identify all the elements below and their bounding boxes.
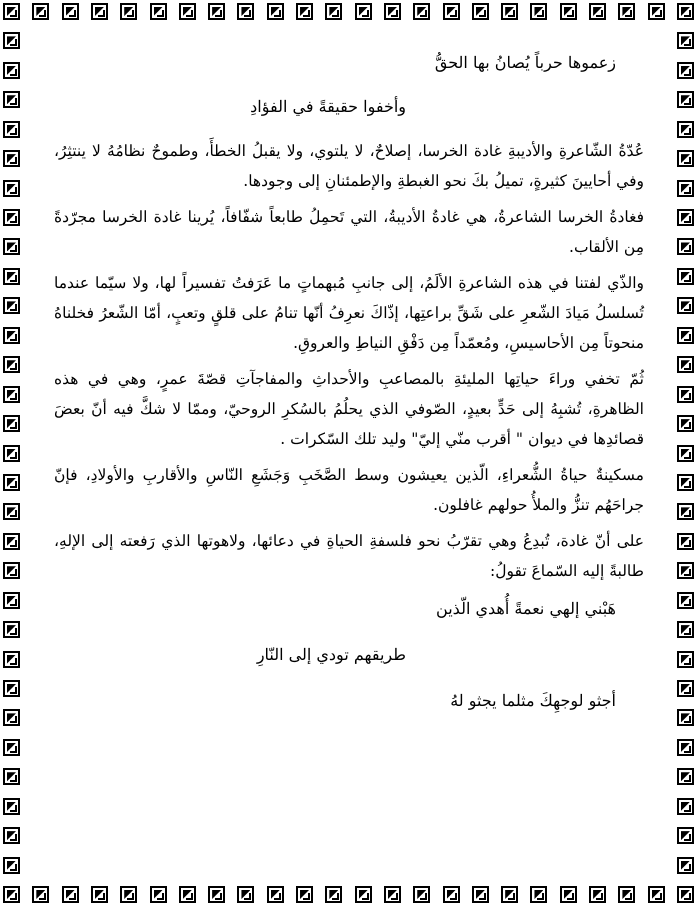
border-tile bbox=[677, 180, 694, 197]
border-tile bbox=[677, 827, 694, 844]
border-tile bbox=[3, 503, 20, 520]
border-tile bbox=[3, 327, 20, 344]
border-tile bbox=[355, 3, 372, 20]
border-tile bbox=[237, 886, 254, 903]
border-tile bbox=[677, 150, 694, 167]
border-tile bbox=[677, 91, 694, 108]
border-tile bbox=[618, 886, 635, 903]
paragraph: عُدّةُ الشّاعرةِ والأديبةِ غادة الخرسا، إصلاحٌ، لا يلتوي، ولا يقبلُ الخطأَ، وطموحٌ نظامُهُ لا ينتثِرُ، وفي أحايينَ كثيرةٍ، تميلُ بكَ نحو الغبطةِ والإطمئنانِ إلى وجودها. bbox=[54, 142, 644, 190]
border-tile bbox=[677, 386, 694, 403]
border-tile bbox=[677, 238, 694, 255]
border-tile bbox=[677, 3, 694, 20]
border-tile bbox=[62, 886, 79, 903]
border-tile bbox=[3, 32, 20, 49]
border-tile bbox=[3, 709, 20, 726]
poem-line: هَبْني إلهي نعمةً أُهدي الّذين bbox=[436, 599, 616, 618]
border-tile bbox=[677, 651, 694, 668]
border-tile bbox=[677, 562, 694, 579]
border-tile bbox=[648, 3, 665, 20]
border-tile bbox=[677, 680, 694, 697]
border-tile bbox=[120, 3, 137, 20]
border-tile bbox=[3, 356, 20, 373]
border-tile bbox=[677, 297, 694, 314]
border-tile bbox=[530, 3, 547, 20]
border-tile bbox=[267, 3, 284, 20]
border-tile bbox=[120, 886, 137, 903]
paragraph: ثُمّ تخفي وراءَ حياتِها المليئةِ بالمصاعبِ والأحداثِ والمفاجآتِ قصّةَ عمرٍ، وهي في هذه الظاهرةِ، تُشبِهُ إلى حَدٍّ بعيدٍ، الصّوفي الذي يحلُمُ بالسُكرِ الروحيّ، وممّا لا شكَّ فيه أنّ بعضَ قصائدِها في ديوان " أقرب منّي إليّ" وليد تلك السّكرات . bbox=[54, 370, 644, 448]
border-tile bbox=[3, 445, 20, 462]
border-tile bbox=[3, 533, 20, 550]
border-tile bbox=[150, 3, 167, 20]
border-tile bbox=[3, 562, 20, 579]
border-tile bbox=[677, 474, 694, 491]
border-tile bbox=[560, 886, 577, 903]
border-tile bbox=[677, 857, 694, 874]
poem-line: زعموها حرباً يُصانُ بها الحقُّ bbox=[434, 53, 616, 72]
border-tile bbox=[3, 857, 20, 874]
border-tile bbox=[648, 886, 665, 903]
border-tile bbox=[3, 91, 20, 108]
border-tile bbox=[677, 327, 694, 344]
border-tile bbox=[32, 3, 49, 20]
border-tile bbox=[208, 886, 225, 903]
border-tile bbox=[677, 356, 694, 373]
border-tile bbox=[3, 268, 20, 285]
border-tile bbox=[677, 533, 694, 550]
border-tile bbox=[384, 886, 401, 903]
border-tile bbox=[3, 297, 20, 314]
border-tile bbox=[589, 886, 606, 903]
paragraph: على أنّ غادة، تُبدِعُ وهي تقرّبُ نحو فلسفةِ الحياةِ في دعائها، ولاهوتها الذي رَفعته إلى الإلهِ، طالبةً إليه السّماعَ تقولُ: bbox=[54, 532, 644, 580]
border-tile bbox=[3, 739, 20, 756]
border-tile bbox=[413, 3, 430, 20]
border-tile bbox=[267, 886, 284, 903]
border-tile bbox=[560, 3, 577, 20]
border-tile bbox=[677, 209, 694, 226]
border-tile bbox=[3, 150, 20, 167]
border-tile bbox=[3, 209, 20, 226]
border-tile bbox=[325, 886, 342, 903]
document-body bbox=[54, 48, 644, 716]
border-tile bbox=[677, 62, 694, 79]
border-tile bbox=[3, 680, 20, 697]
paragraph: مسكينةٌ حياةُ الشُّعراءِ، الّذين يعيشون وسط الصَّخَبِ وَجَشَعِ النّاسِ والأقاربِ والأولادِ، فإنّ جراحَهُم تنزُّ والملأُ حولهم غافلون. bbox=[54, 466, 644, 514]
border-tile bbox=[677, 32, 694, 49]
border-tile bbox=[677, 886, 694, 903]
border-tile bbox=[3, 3, 20, 20]
border-tile bbox=[677, 121, 694, 138]
border-tile bbox=[677, 768, 694, 785]
border-tile bbox=[91, 3, 108, 20]
border-tile bbox=[3, 621, 20, 638]
paragraph: والذّي لفتنا في هذه الشاعرةِ الألَمُ، إلى جانبِ مُبهماتٍ ما عَرَفتُ تفسيراً لها، ولا سيّما عندما تُسلسلُ مَيادَ الشّعرِ على شَقِّ براعتِها، إذّاكَ نعرِفُ أنّها تنامُ على قلقٍ وتعبٍ، أمّا الشّعرُ فخلناهُ منحوتاً مِن الأحاسيسِ، ومُعمّداً مِن دَفْقِ النياطِ والعروقِ. bbox=[54, 274, 644, 352]
border-tile bbox=[296, 3, 313, 20]
border-tile bbox=[677, 445, 694, 462]
border-tile bbox=[472, 886, 489, 903]
border-tile bbox=[3, 415, 20, 432]
border-tile bbox=[150, 886, 167, 903]
border-tile bbox=[3, 180, 20, 197]
border-tile bbox=[677, 415, 694, 432]
border-tile bbox=[208, 3, 225, 20]
border-tile bbox=[501, 886, 518, 903]
border-tile bbox=[589, 3, 606, 20]
border-tile bbox=[3, 827, 20, 844]
border-tile bbox=[355, 886, 372, 903]
poem-line: وأخفوا حقيقةً في الفؤادِ bbox=[250, 97, 406, 116]
border-tile bbox=[325, 3, 342, 20]
border-tile bbox=[677, 621, 694, 638]
border-tile bbox=[237, 3, 254, 20]
border-tile bbox=[501, 3, 518, 20]
poem-line: طريقهم تودي إلى النّارِ bbox=[256, 645, 406, 664]
border-tile bbox=[472, 3, 489, 20]
border-tile bbox=[3, 886, 20, 903]
border-tile bbox=[3, 798, 20, 815]
border-tile bbox=[179, 3, 196, 20]
border-tile bbox=[677, 709, 694, 726]
border-tile bbox=[3, 62, 20, 79]
border-tile bbox=[677, 798, 694, 815]
poem-line: أجثو لوجهِكَ مثلما يجثو لهُ bbox=[450, 691, 616, 710]
border-tile bbox=[530, 886, 547, 903]
border-tile bbox=[296, 886, 313, 903]
border-tile bbox=[677, 268, 694, 285]
border-tile bbox=[3, 474, 20, 491]
border-tile bbox=[3, 651, 20, 668]
border-tile bbox=[677, 739, 694, 756]
border-tile bbox=[3, 592, 20, 609]
paragraph: فغادةُ الخرسا الشاعرةُ، هي غادةُ الأديبةُ، التي تَحمِلُ طابعاً شفّافاً، يُرينا غادة الخرسا مجرّدةً مِن الألقاب. bbox=[54, 208, 644, 256]
border-tile bbox=[443, 3, 460, 20]
border-tile bbox=[3, 238, 20, 255]
border-tile bbox=[91, 886, 108, 903]
border-tile bbox=[677, 592, 694, 609]
border-tile bbox=[443, 886, 460, 903]
border-tile bbox=[413, 886, 430, 903]
border-tile bbox=[3, 386, 20, 403]
border-tile bbox=[62, 3, 79, 20]
border-tile bbox=[677, 503, 694, 520]
border-tile bbox=[3, 121, 20, 138]
border-tile bbox=[32, 886, 49, 903]
border-tile bbox=[179, 886, 196, 903]
border-tile bbox=[618, 3, 635, 20]
border-tile bbox=[384, 3, 401, 20]
border-tile bbox=[3, 768, 20, 785]
